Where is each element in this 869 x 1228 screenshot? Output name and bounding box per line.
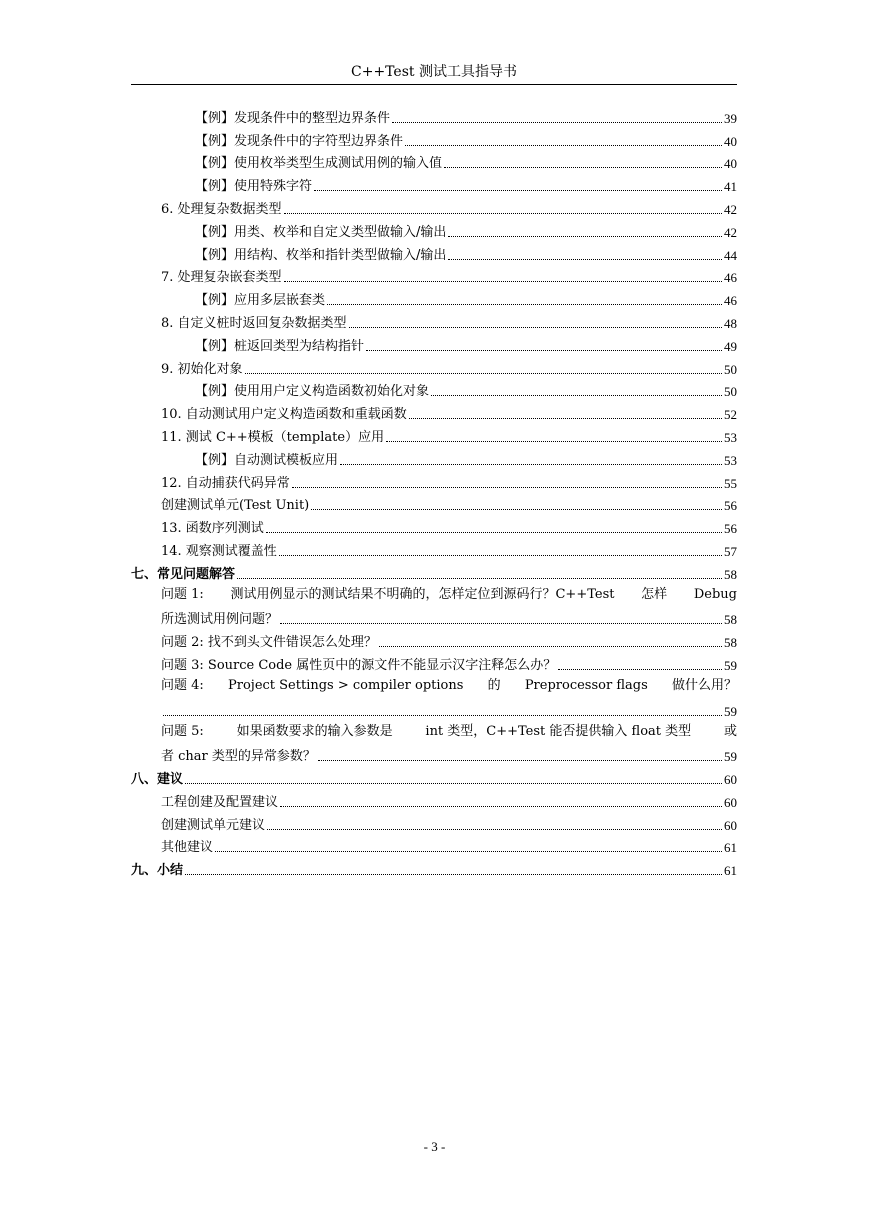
toc-entry-page: 56 [724,498,737,514]
toc-leader-dots [386,441,722,442]
toc-entry[interactable] [131,629,737,652]
toc-entry[interactable] [131,356,737,379]
toc-entry-page: 42 [724,224,737,240]
toc-leader-dots [280,623,722,624]
toc-leader-dots [379,646,722,647]
toc-entry[interactable] [131,538,737,561]
toc-entry-page: 57 [724,543,737,559]
toc-entry-page: 48 [724,315,737,331]
toc-entry[interactable] [131,561,737,584]
toc-entry-wrapped[interactable] [131,675,737,721]
toc-entry-title: 8. 自定义桩时返回复杂数据类型 [161,315,347,331]
toc-entry-wrapped[interactable] [131,584,737,630]
toc-entry-page: 46 [724,293,737,309]
toc-entry-segment: 问题 1: [161,586,204,602]
toc-entry-segment: 问题 5: [161,723,204,739]
toc-entry-title: 6. 处理复杂数据类型 [161,201,282,217]
toc-leader-dots [431,395,722,396]
toc-entry-page: 55 [724,475,737,491]
toc-entry-line2 [161,698,737,721]
toc-entry[interactable] [131,789,737,812]
toc-section-b [131,629,737,675]
toc-leader-dots [280,806,722,807]
toc-leader-dots [327,304,722,305]
toc-leader-dots [284,281,722,282]
toc-entry-title: 工程创建及配置建议 [161,794,279,810]
toc-entry-segment: 测试用例显示的测试结果不明确的，怎样定位到源码行？C++Test [230,586,615,602]
toc-entry[interactable] [131,151,737,174]
toc-entry-title: 【例】应用多层嵌套类 [195,293,326,309]
toc-leader-dots [349,327,722,328]
toc-entry-page: 61 [724,840,737,856]
toc-entry-segment: 的 [487,677,501,693]
toc-entry-page: 41 [724,179,737,195]
toc-section-c [131,766,737,880]
toc-entry-title: 14. 观察测试覆盖性 [161,543,277,559]
toc-leader-dots [392,122,722,123]
toc-entry-title: 创建测试单元建议 [161,817,266,833]
toc-entry[interactable] [131,310,737,333]
toc-leader-dots [185,783,722,784]
toc-entry-title: 所选测试用例问题？ [161,612,279,628]
toc-entry[interactable] [131,835,737,858]
toc-leader-dots [448,259,722,260]
toc-entry-title: 9. 初始化对象 [161,361,243,377]
table-of-contents [131,105,737,880]
toc-entry[interactable] [131,173,737,196]
toc-leader-dots [314,190,722,191]
toc-entry-title: 12. 自动捕获代码异常 [161,475,290,491]
toc-entry-title: 【例】用结构、枚举和指针类型做输入/输出 [195,247,447,263]
toc-entry[interactable] [131,766,737,789]
toc-entry-page: 61 [724,863,737,879]
toc-entry-title: 问题 3: Source Code 属性页中的源文件不能显示汉字注释怎么办？ [161,657,557,673]
toc-leader-dots [292,487,722,488]
toc-leader-dots [444,167,722,168]
toc-entry[interactable] [131,447,737,470]
toc-leader-dots [266,532,722,533]
toc-entry[interactable] [131,515,737,538]
toc-entry-page: 59 [724,749,737,765]
toc-entry-page: 58 [724,566,737,582]
toc-entry-title: 【例】桩返回类型为结构指针 [195,338,365,354]
toc-entry[interactable] [131,333,737,356]
toc-entry[interactable] [131,424,737,447]
toc-leader-dots [279,555,722,556]
toc-entry-page: 50 [724,361,737,377]
toc-leader-dots [448,236,722,237]
toc-entry-segment: 如果函数要求的输入参数是 [236,723,393,739]
page-header: C++Test 测试工具指导书 [351,64,517,80]
page-footer: - 3 - [423,1139,446,1154]
toc-leader-dots [318,760,722,761]
toc-entry-line2 [161,743,737,766]
toc-entry-title: 【例】使用用户定义构造函数初始化对象 [195,384,430,400]
toc-entry-segment: Preprocessor flags [524,677,648,693]
toc-entry-wrapped[interactable] [131,721,737,767]
toc-leader-dots [340,464,722,465]
toc-entry-segment: int 类型，C++Test 能否提供输入 float 类型 [425,723,692,739]
toc-entry[interactable] [131,287,737,310]
toc-entry-page: 59 [724,703,737,719]
toc-entry[interactable] [131,196,737,219]
toc-section-wrapped-b [131,675,737,766]
toc-entry-title: 【例】发现条件中的整型边界条件 [195,110,391,126]
toc-entry[interactable] [131,105,737,128]
toc-entry-title: 其他建议 [161,840,214,856]
toc-leader-dots [185,874,722,875]
toc-entry-page: 56 [724,521,737,537]
toc-leader-dots [284,213,722,214]
toc-entry-line1 [161,721,737,744]
toc-entry-page: 46 [724,270,737,286]
toc-entry-segment: 问题 4: [161,677,204,693]
toc-leader-dots [558,669,722,670]
toc-entry-line2 [161,607,737,630]
toc-entry-page: 58 [724,635,737,651]
toc-entry-title: 七、常见问题解答 [131,566,236,582]
toc-entry-page: 39 [724,110,737,126]
toc-entry-title: 八、建议 [131,771,184,787]
toc-leader-dots [237,578,722,579]
toc-entry-page: 59 [724,657,737,673]
toc-entry-page: 44 [724,247,737,263]
toc-entry-page: 60 [724,771,737,787]
toc-leader-dots [366,350,722,351]
toc-entry[interactable] [131,652,737,675]
toc-entry[interactable] [131,242,737,265]
toc-entry-page: 60 [724,817,737,833]
toc-entry-title: 【例】使用枚举类型生成测试用例的输入值 [195,156,443,172]
toc-entry[interactable] [131,265,737,288]
toc-entry-page: 53 [724,452,737,468]
toc-entry-line1 [161,584,737,607]
toc-entry-title: 11. 测试 C++模板（template）应用 [161,429,385,445]
toc-entry-title: 【例】使用特殊字符 [195,179,313,195]
toc-leader-dots [311,509,722,510]
toc-leader-dots [215,851,722,852]
toc-entry[interactable] [131,379,737,402]
toc-entry-title: 九、小结 [131,863,184,879]
toc-entry-title: 【例】用类、枚举和自定义类型做输入/输出 [195,224,447,240]
toc-entry-line1 [161,675,737,698]
toc-entry-title: 10. 自动测试用户定义构造函数和重载函数 [161,407,407,423]
toc-entry-page: 53 [724,429,737,445]
toc-leader-dots [163,715,722,716]
toc-entry-segment: Project Settings > compiler options [228,677,464,693]
toc-entry-page: 40 [724,156,737,172]
toc-entry-segment: 怎样 [641,586,668,602]
toc-leader-dots [245,373,722,374]
toc-entry-title: 【例】自动测试模板应用 [195,452,339,468]
toc-entry[interactable] [131,219,737,242]
toc-entry-page: 42 [724,201,737,217]
toc-entry-page: 49 [724,338,737,354]
toc-leader-dots [409,418,722,419]
toc-leader-dots [405,145,722,146]
toc-entry-title: 创建测试单元(Test Unit) [161,498,310,514]
toc-entry[interactable] [131,493,737,516]
toc-entry-page: 52 [724,407,737,423]
toc-entry-title: 7. 处理复杂嵌套类型 [161,270,282,286]
toc-entry-page: 58 [724,612,737,628]
toc-entry[interactable] [131,812,737,835]
toc-entry[interactable] [131,470,737,493]
toc-leader-dots [267,829,722,830]
toc-entry-segment: Debug [693,586,737,602]
toc-section-a [131,105,737,584]
toc-entry-segment: 或 [723,723,737,739]
toc-entry-title: 问题 2: 找不到头文件错误怎么处理？ [161,635,377,651]
toc-entry-title: 者 char 类型的异常参数？ [161,749,316,765]
toc-entry-title: 13. 函数序列测试 [161,521,264,537]
toc-entry-page: 40 [724,133,737,149]
header-rule [131,84,737,85]
toc-entry[interactable] [131,401,737,424]
toc-section-wrapped-a [131,584,737,630]
toc-entry[interactable] [131,128,737,151]
toc-entry-title: 【例】发现条件中的字符型边界条件 [195,133,404,149]
toc-entry-page: 50 [724,384,737,400]
toc-entry[interactable] [131,857,737,880]
toc-entry-page: 60 [724,794,737,810]
toc-entry-segment: 做什么用？ [671,677,737,693]
